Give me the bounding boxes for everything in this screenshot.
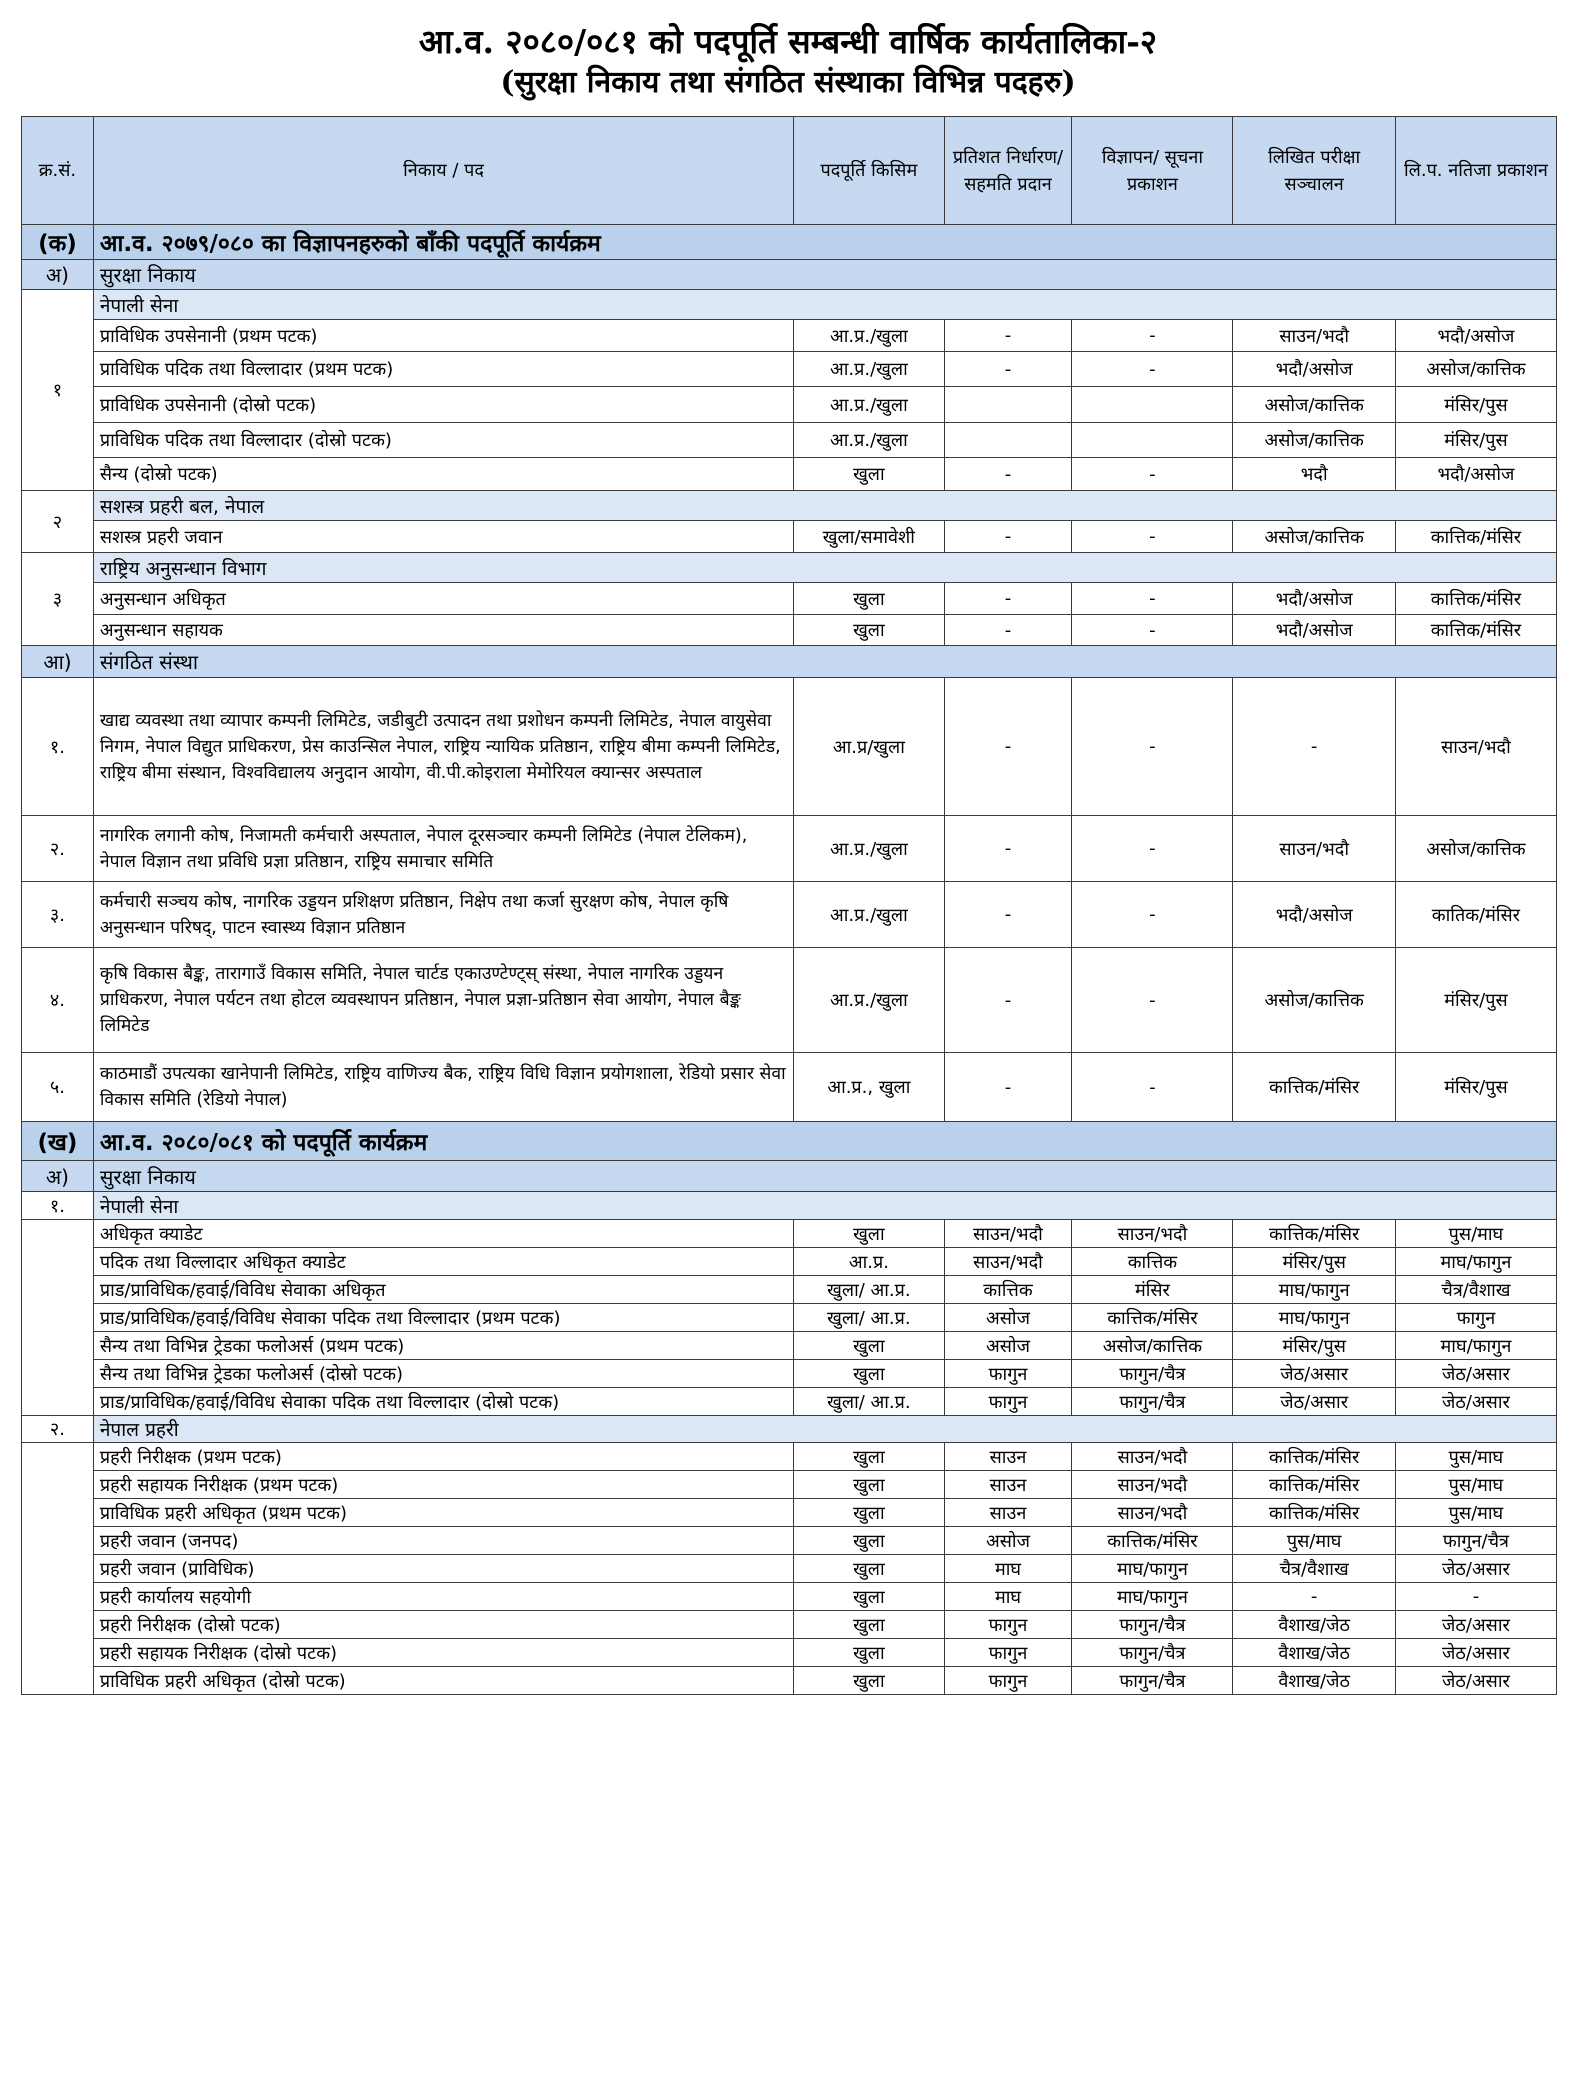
type-cell: खुला [794,1471,944,1499]
advert-cell: - [1072,882,1233,948]
row-sn: ५. [22,1053,94,1122]
group-title: नेपाल प्रहरी [93,1416,1556,1443]
type-cell: खुला [794,615,944,646]
table-row [22,615,1557,646]
type-cell: खुला [794,1332,944,1360]
exam-cell: जेठ/असार [1233,1388,1395,1416]
exam-cell: भदौ/असोज [1233,583,1395,615]
exam-cell: पुस/माघ [1233,1527,1395,1555]
exam-cell: वैशाख/जेठ [1233,1639,1395,1667]
post-cell: पदिक तथा विल्लादार अधिकृत क्याडेट [93,1248,793,1276]
post-cell: प्रहरी जवान (जनपद) [93,1527,793,1555]
exam-cell: वैशाख/जेठ [1233,1611,1395,1639]
row-sn: २. [22,816,94,882]
subsection-row [22,1161,1557,1192]
advert-cell: - [1072,352,1233,387]
percentage-cell [944,423,1072,458]
col-header-exam: लिखित परीक्षा सञ्चालन [1233,117,1395,225]
advert-cell: असोज/कात्तिक [1072,1332,1233,1360]
percentage-cell: - [944,458,1072,491]
post-cell: प्राविधिक प्रहरी अधिकृत (दोस्रो पटक) [93,1667,793,1695]
result-cell: जेठ/असार [1395,1611,1556,1639]
result-cell: मंसिर/पुस [1395,423,1556,458]
table-row [22,1667,1557,1695]
table-row [22,1053,1557,1122]
result-cell: पुस/माघ [1395,1499,1556,1527]
advert-cell: फागुन/चैत्र [1072,1639,1233,1667]
type-cell: आ.प्र., खुला [794,1053,944,1122]
row-sn: ३. [22,882,94,948]
result-cell: फागुन [1395,1304,1556,1332]
row-sn: ४. [22,948,94,1053]
result-cell: मंसिर/पुस [1395,948,1556,1053]
type-cell: खुला [794,583,944,615]
table-row [22,1639,1557,1667]
organization-cell: कर्मचारी सञ्चय कोष, नागरिक उड्डयन प्रशिक्षण प्रतिष्ठान, निक्षेप तथा कर्जा सुरक्षण कोष, नेपाल कृषि अनुसन्धान परिषद्, पाटन स्वास्थ्य विज्ञान प्रतिष्ठान [93,882,793,948]
result-cell: भदौ/असोज [1395,458,1556,491]
group-row [22,553,1557,583]
col-header-type: पदपूर्ति किसिम [794,117,944,225]
table-row [22,320,1557,352]
type-cell: खुला [794,1611,944,1639]
result-cell: पुस/माघ [1395,1443,1556,1471]
exam-cell: भदौ [1233,458,1395,491]
percentage-cell: - [944,583,1072,615]
result-cell: माघ/फागुन [1395,1248,1556,1276]
type-cell: खुला/ आ.प्र. [794,1304,944,1332]
percentage-cell: साउन/भदौ [944,1248,1072,1276]
advert-cell: साउन/भदौ [1072,1220,1233,1248]
type-cell: खुला [794,1499,944,1527]
row-sn: १. [22,678,94,816]
percentage-cell: साउन [944,1499,1072,1527]
result-cell: जेठ/असार [1395,1639,1556,1667]
subsection-row [22,646,1557,678]
percentage-cell: असोज [944,1527,1072,1555]
document-subtitle: (सुरक्षा निकाय तथा संगठित संस्थाका विभिन्न पदहरु) [500,65,1076,100]
type-cell: खुला [794,1555,944,1583]
post-cell: प्राविधिक पदिक तथा विल्लादार (दोस्रो पटक) [93,423,793,458]
result-cell: जेठ/असार [1395,1555,1556,1583]
result-cell: पुस/माघ [1395,1220,1556,1248]
percentage-cell: फागुन [944,1667,1072,1695]
table-row [22,387,1557,423]
result-cell: जेठ/असार [1395,1667,1556,1695]
post-cell: प्राविधिक प्रहरी अधिकृत (प्रथम पटक) [93,1499,793,1527]
subsection-title: सुरक्षा निकाय [93,1161,1556,1192]
exam-cell: भदौ/असोज [1233,352,1395,387]
subsection-row [22,260,1557,290]
table-row [22,1332,1557,1360]
col-header-sn: क्र.सं. [22,117,94,225]
post-cell: प्राड/प्राविधिक/हवाई/विविध सेवाका पदिक तथा विल्लादार (प्रथम पटक) [93,1304,793,1332]
result-cell: भदौ/असोज [1395,320,1556,352]
type-cell: खुला [794,1639,944,1667]
advert-cell [1072,423,1233,458]
table-row [22,678,1557,816]
exam-cell: भदौ/असोज [1233,882,1395,948]
exam-cell: कात्तिक/मंसिर [1233,1499,1395,1527]
advert-cell: - [1072,521,1233,553]
group-row [22,491,1557,521]
result-cell: कातिक/मंसिर [1395,882,1556,948]
exam-cell: कात्तिक/मंसिर [1233,1220,1395,1248]
result-cell: कात्तिक/मंसिर [1395,521,1556,553]
percentage-cell: - [944,352,1072,387]
blank-sn-cell [22,1443,94,1695]
subsection-code: अ) [22,1161,94,1192]
percentage-cell: फागुन [944,1611,1072,1639]
type-cell: खुला [794,1360,944,1388]
type-cell: खुला [794,1443,944,1471]
exam-cell: असोज/कात्तिक [1233,387,1395,423]
result-cell: जेठ/असार [1395,1360,1556,1388]
table-row [22,1611,1557,1639]
exam-cell: असोज/कात्तिक [1233,423,1395,458]
section-title: आ.व. २०७९/०८० का विज्ञापनहरुको बाँकी पदपूर्ति कार्यक्रम [93,225,1556,260]
organization-cell: काठमाडौं उपत्यका खानेपानी लिमिटेड, राष्ट्रिय वाणिज्य बैक, राष्ट्रिय विधि विज्ञान प्रयोगशाला, रेडियो प्रसार सेवा विकास समिति (रेडियो नेपाल) [93,1053,793,1122]
col-header-post: निकाय / पद [93,117,793,225]
result-cell: माघ/फागुन [1395,1332,1556,1360]
type-cell: आ.प्र./खुला [794,320,944,352]
type-cell: आ.प्र./खुला [794,948,944,1053]
advert-cell: - [1072,678,1233,816]
post-cell: प्रहरी निरीक्षक (दोस्रो पटक) [93,1611,793,1639]
type-cell: आ.प्र./खुला [794,816,944,882]
exam-cell: जेठ/असार [1233,1360,1395,1388]
advert-cell: - [1072,320,1233,352]
result-cell: जेठ/असार [1395,1388,1556,1416]
table-row [22,1276,1557,1304]
exam-cell: कात्तिक/मंसिर [1233,1471,1395,1499]
advert-cell: साउन/भदौ [1072,1443,1233,1471]
group-row [22,1416,1557,1443]
post-cell: प्रहरी निरीक्षक (प्रथम पटक) [93,1443,793,1471]
table-row [22,816,1557,882]
advert-cell: - [1072,458,1233,491]
percentage-cell [944,387,1072,423]
percentage-cell: साउन/भदौ [944,1220,1072,1248]
table-row [22,1220,1557,1248]
post-cell: अधिकृत क्याडेट [93,1220,793,1248]
result-cell: कात्तिक/मंसिर [1395,615,1556,646]
type-cell: खुला/ आ.प्र. [794,1388,944,1416]
type-cell: खुला [794,1220,944,1248]
table-row [22,1555,1557,1583]
result-cell: असोज/कात्तिक [1395,816,1556,882]
group-title: राष्ट्रिय अनुसन्धान विभाग [93,553,1556,583]
type-cell: आ.प्र./खुला [794,387,944,423]
type-cell: खुला/समावेशी [794,521,944,553]
result-cell: पुस/माघ [1395,1471,1556,1499]
post-cell: सैन्य (दोस्रो पटक) [93,458,793,491]
exam-cell: वैशाख/जेठ [1233,1667,1395,1695]
post-cell: प्राविधिक उपसेनानी (दोस्रो पटक) [93,387,793,423]
subsection-title: संगठित संस्था [93,646,1556,678]
percentage-cell: माघ [944,1555,1072,1583]
percentage-cell: फागुन [944,1388,1072,1416]
percentage-cell: - [944,816,1072,882]
advert-cell: कात्तिक/मंसिर [1072,1304,1233,1332]
type-cell: आ.प्र./खुला [794,882,944,948]
exam-cell: साउन/भदौ [1233,320,1395,352]
exam-cell: - [1233,1583,1395,1611]
group-title: नेपाली सेना [93,1192,1556,1220]
post-cell: सैन्य तथा विभिन्न ट्रेडका फलोअर्स (प्रथम पटक) [93,1332,793,1360]
result-cell: मंसिर/पुस [1395,387,1556,423]
exam-cell: - [1233,678,1395,816]
advert-cell: फागुन/चैत्र [1072,1667,1233,1695]
table-row [22,1443,1557,1471]
blank-sn-cell [22,1220,94,1416]
post-cell: अनुसन्धान अधिकृत [93,583,793,615]
exam-cell: कात्तिक/मंसिर [1233,1443,1395,1471]
organization-cell: नागरिक लगानी कोष, निजामती कर्मचारी अस्पताल, नेपाल दूरसञ्चार कम्पनी लिमिटेड (नेपाल टेलिकम), नेपाल विज्ञान तथा प्रविधि प्रज्ञा प्रतिष्ठान, राष्ट्रिय समाचार समिति [93,816,793,882]
type-cell: आ.प्र./खुला [794,423,944,458]
schedule-table [21,116,1557,1695]
section-code: (ख) [22,1122,94,1161]
subsection-code: आ) [22,646,94,678]
type-cell: खुला [794,1583,944,1611]
advert-cell: - [1072,615,1233,646]
advert-cell: - [1072,948,1233,1053]
post-cell: प्रहरी सहायक निरीक्षक (प्रथम पटक) [93,1471,793,1499]
table-row [22,1471,1557,1499]
table-row [22,583,1557,615]
advert-cell: - [1072,1053,1233,1122]
percentage-cell: फागुन [944,1639,1072,1667]
advert-cell: फागुन/चैत्र [1072,1360,1233,1388]
percentage-cell: असोज [944,1332,1072,1360]
percentage-cell: - [944,948,1072,1053]
table-row [22,1360,1557,1388]
type-cell: खुला/ आ.प्र. [794,1276,944,1304]
group-sn: २ [22,491,94,553]
result-cell: असोज/कात्तिक [1395,352,1556,387]
result-cell: साउन/भदौ [1395,678,1556,816]
table-row [22,521,1557,553]
post-cell: प्रहरी कार्यालय सहयोगी [93,1583,793,1611]
percentage-cell: - [944,615,1072,646]
exam-cell: माघ/फागुन [1233,1304,1395,1332]
percentage-cell: - [944,320,1072,352]
result-cell: मंसिर/पुस [1395,1053,1556,1122]
subsection-code: अ) [22,260,94,290]
type-cell: खुला [794,1667,944,1695]
advert-cell: मंसिर [1072,1276,1233,1304]
percentage-cell: - [944,521,1072,553]
advert-cell: - [1072,583,1233,615]
advert-cell: फागुन/चैत्र [1072,1388,1233,1416]
exam-cell: कात्तिक/मंसिर [1233,1053,1395,1122]
group-sn: १ [22,290,94,491]
post-cell: प्राड/प्राविधिक/हवाई/विविध सेवाका अधिकृत [93,1276,793,1304]
type-cell: आ.प्र/खुला [794,678,944,816]
exam-cell: भदौ/असोज [1233,615,1395,646]
advert-cell: कात्तिक/मंसिर [1072,1527,1233,1555]
table-row [22,352,1557,387]
post-cell: प्राड/प्राविधिक/हवाई/विविध सेवाका पदिक तथा विल्लादार (दोस्रो पटक) [93,1388,793,1416]
col-header-result: लि.प. नतिजा प्रकाशन [1395,117,1556,225]
group-sn: ३ [22,553,94,646]
exam-cell: माघ/फागुन [1233,1276,1395,1304]
percentage-cell: फागुन [944,1360,1072,1388]
organization-cell: कृषि विकास बैङ्क, तारागाउँ विकास समिति, नेपाल चार्टड एकाउण्टेण्ट्स् संस्था, नेपाल नागरिक उड्डयन प्राधिकरण, नेपाल पर्यटन तथा होटल व्यवस्थापन प्रतिष्ठान, नेपाल प्रज्ञा-प्रतिष्ठान सेवा आयोग, नेपाल बैङ्क लिमिटेड [93,948,793,1053]
exam-cell: असोज/कात्तिक [1233,948,1395,1053]
table-row [22,948,1557,1053]
col-header-advert: विज्ञापन/ सूचना प्रकाशन [1072,117,1233,225]
advert-cell: - [1072,816,1233,882]
table-row [22,1583,1557,1611]
subsection-title: सुरक्षा निकाय [93,260,1556,290]
section-row [22,225,1557,260]
table-row [22,1304,1557,1332]
advert-cell: माघ/फागुन [1072,1555,1233,1583]
section-title: आ.व. २०८०/०८१ को पदपूर्ति कार्यक्रम [93,1122,1556,1161]
advert-cell: कात्तिक [1072,1248,1233,1276]
table-row [22,1388,1557,1416]
percentage-cell: माघ [944,1583,1072,1611]
group-row [22,290,1557,320]
result-cell: - [1395,1583,1556,1611]
table-row [22,1248,1557,1276]
exam-cell: मंसिर/पुस [1233,1332,1395,1360]
percentage-cell: - [944,1053,1072,1122]
exam-cell: साउन/भदौ [1233,816,1395,882]
post-cell: प्रहरी जवान (प्राविधिक) [93,1555,793,1583]
type-cell: खुला [794,458,944,491]
advert-cell [1072,387,1233,423]
group-sn: २. [22,1416,94,1443]
table-row [22,458,1557,491]
group-title: नेपाली सेना [93,290,1556,320]
advert-cell: माघ/फागुन [1072,1583,1233,1611]
type-cell: खुला [794,1527,944,1555]
percentage-cell: - [944,882,1072,948]
table-row [22,423,1557,458]
percentage-cell: असोज [944,1304,1072,1332]
post-cell: प्राविधिक उपसेनानी (प्रथम पटक) [93,320,793,352]
result-cell: कात्तिक/मंसिर [1395,583,1556,615]
group-sn: १. [22,1192,94,1220]
col-header-percentage: प्रतिशत निर्धारण/ सहमति प्रदान [944,117,1072,225]
exam-cell: मंसिर/पुस [1233,1248,1395,1276]
percentage-cell: कात्तिक [944,1276,1072,1304]
post-cell: प्राविधिक पदिक तथा विल्लादार (प्रथम पटक) [93,352,793,387]
post-cell: सशस्त्र प्रहरी जवान [93,521,793,553]
percentage-cell: साउन [944,1443,1072,1471]
result-cell: चैत्र/वैशाख [1395,1276,1556,1304]
advert-cell: फागुन/चैत्र [1072,1611,1233,1639]
table-row [22,1499,1557,1527]
header-row [22,117,1557,225]
post-cell: अनुसन्धान सहायक [93,615,793,646]
section-code: (क) [22,225,94,260]
type-cell: आ.प्र./खुला [794,352,944,387]
exam-cell: चैत्र/वैशाख [1233,1555,1395,1583]
table-row [22,882,1557,948]
post-cell: सैन्य तथा विभिन्न ट्रेडका फलोअर्स (दोस्रो पटक) [93,1360,793,1388]
group-title: सशस्त्र प्रहरी बल, नेपाल [93,491,1556,521]
document-title: आ.व. २०८०/०८१ को पदपूर्ति सम्बन्धी वार्षिक कार्यतालिका-२ [418,22,1158,61]
group-row [22,1192,1557,1220]
advert-cell: साउन/भदौ [1072,1471,1233,1499]
section-row [22,1122,1557,1161]
exam-cell: असोज/कात्तिक [1233,521,1395,553]
percentage-cell: - [944,678,1072,816]
result-cell: फागुन/चैत्र [1395,1527,1556,1555]
advert-cell: साउन/भदौ [1072,1499,1233,1527]
type-cell: आ.प्र. [794,1248,944,1276]
table-row [22,1527,1557,1555]
post-cell: प्रहरी सहायक निरीक्षक (दोस्रो पटक) [93,1639,793,1667]
organization-cell: खाद्य व्यवस्था तथा व्यापार कम्पनी लिमिटेड, जडीबुटी उत्पादन तथा प्रशोधन कम्पनी लिमिटेड, नेपाल वायुसेवा निगम, नेपाल विद्युत प्राधिकरण, प्रेस काउन्सिल नेपाल, राष्ट्रिय न्यायिक प्रतिष्ठान, राष्ट्रिय बीमा कम्पनी लिमिटेड, राष्ट्रिय बीमा संस्थान, विश्वविद्यालय अनुदान आयोग, वी.पी.कोइराला मेमोरियल क्यान्सर अस्पताल [93,678,793,816]
percentage-cell: साउन [944,1471,1072,1499]
